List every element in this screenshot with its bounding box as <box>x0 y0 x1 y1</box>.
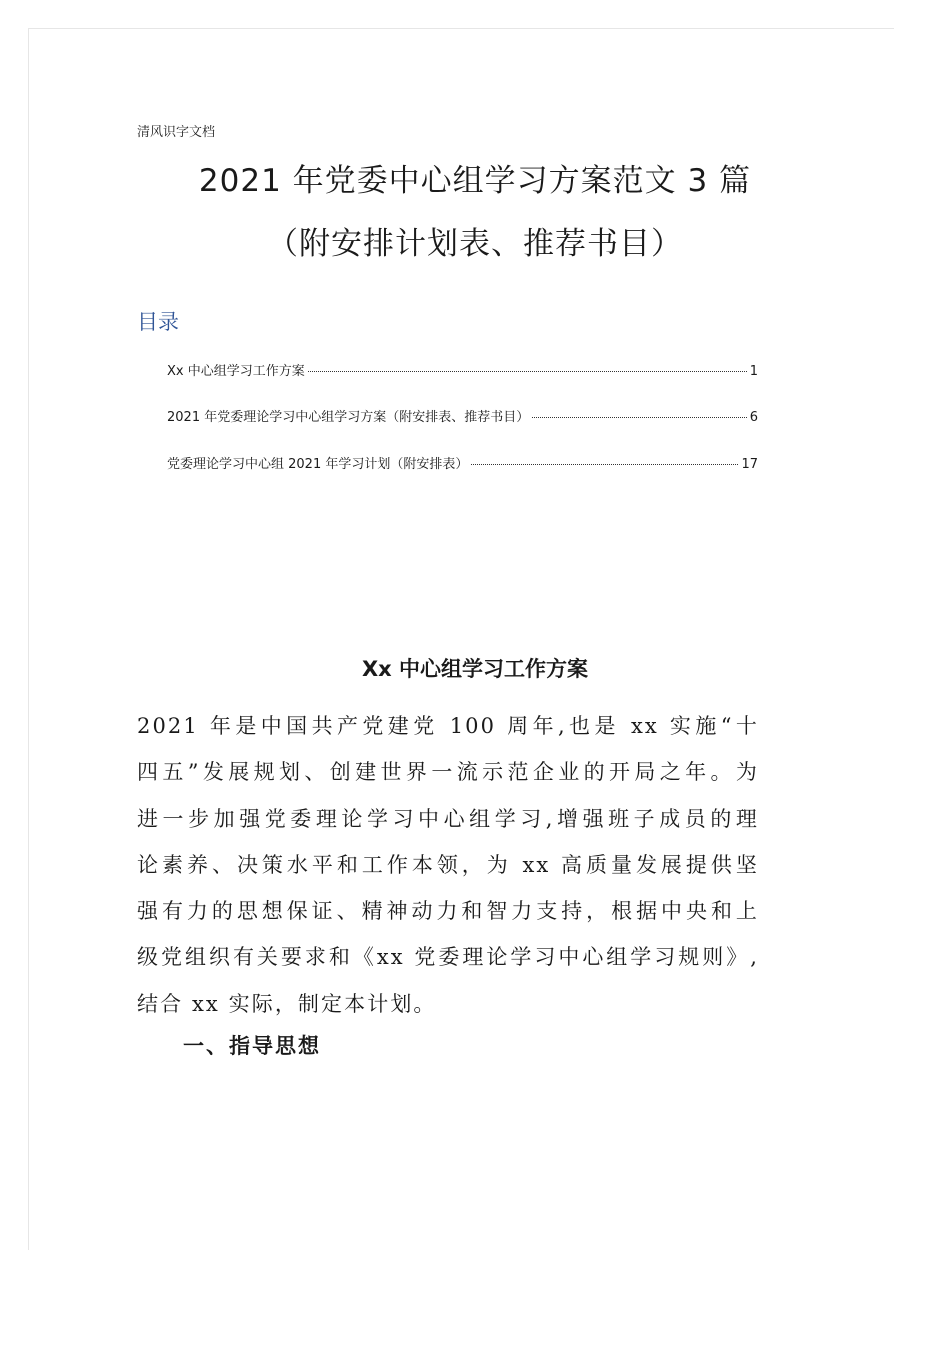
toc-entry-text: Xx 中心组学习工作方案 <box>167 364 305 379</box>
paragraph-line: 结合 xx 实际，制定本计划。 <box>137 991 437 1016</box>
toc-entry[interactable] <box>167 360 758 379</box>
paragraph-line: 强有力的思想保证、精神动力和智力支持，根据中央和上 <box>137 899 759 924</box>
paragraph-line: 级党组织有关要求和《xx 党委理论学习中心组学习规则》, <box>137 945 759 970</box>
toc-entry[interactable] <box>167 453 758 472</box>
header-label: 清风识字文档 <box>137 125 216 140</box>
toc-entry-page: 17 <box>741 457 758 472</box>
page-border-top <box>28 28 894 29</box>
paragraph-line: 四五”发展规划、创建世界一流示范企业的开局之年。为 <box>137 760 759 785</box>
section-title: Xx 中心组学习工作方案 <box>361 657 589 681</box>
subheading-guiding-ideology: 一、指导思想 <box>183 1034 321 1058</box>
toc-entry[interactable] <box>167 406 758 425</box>
body-paragraph <box>137 703 759 1027</box>
paragraph-line: 论素养、决策水平和工作本领，为 xx 高质量发展提供坚 <box>137 852 759 877</box>
toc-dot-leader <box>471 464 738 465</box>
toc-entry-page: 1 <box>749 364 758 379</box>
page-border-left <box>28 28 29 1250</box>
toc-entry-page: 6 <box>749 410 758 425</box>
toc-heading: 目录 <box>137 310 179 334</box>
toc-entry-text: 党委理论学习中心组 2021 年学习计划（附安排表） <box>167 457 469 472</box>
document-title-line-2: （附安排计划表、推荐书目） <box>267 226 683 262</box>
paragraph-line: 2021 年是中国共产党建党 100 周年,也是 xx 实施“十 <box>137 714 759 738</box>
toc-dot-leader <box>308 371 747 372</box>
toc-dot-leader <box>532 417 747 418</box>
toc-entry-text: 2021 年党委理论学习中心组学习方案（附安排表、推荐书目） <box>167 410 530 425</box>
paragraph-line: 进一步加强党委理论学习中心组学习,增强班子成员的理 <box>137 806 759 831</box>
document-title-line-1: 2021 年党委中心组学习方案范文 3 篇 <box>198 163 752 199</box>
